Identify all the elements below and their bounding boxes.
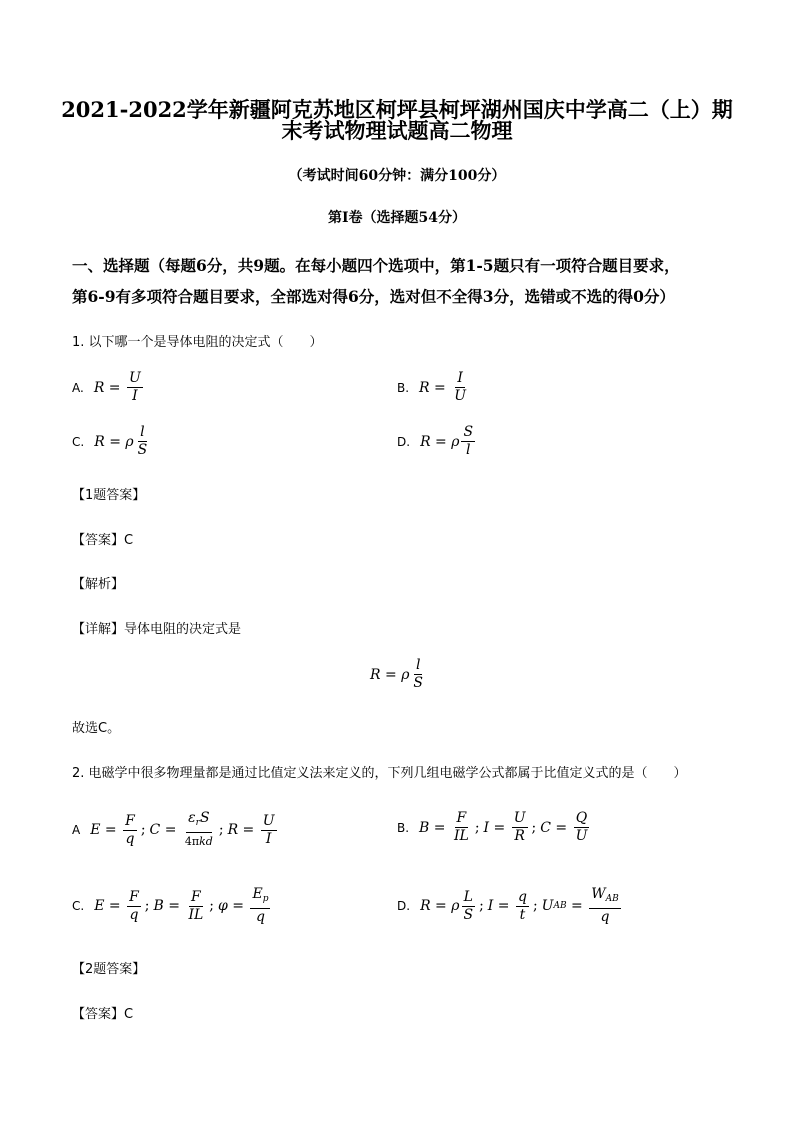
- question-2-answer-row: [72, 1003, 133, 1022]
- option-label: A: [72, 823, 81, 837]
- option-label: D.: [397, 434, 411, 449]
- formula: B = $\frac{F}{IL}$ ; I = $\frac{U}{R}$ ; C = $\frac{Q}{U}$: [419, 810, 588, 844]
- formula: E = $\frac{F}{q}$ ; B = $\frac{F}{IL}$ ; φ = $\frac{E_p}{q}$: [94, 886, 269, 925]
- volume-heading: 第I卷（选择题54分）: [327, 210, 467, 226]
- question-1-detail: [72, 618, 241, 637]
- question-1-answer-row: [72, 529, 133, 548]
- document-title-line1: 2021-2022学年新疆阿克苏地区柯坪县柯坪湖州国庆中学高二（上）期: [61, 97, 733, 122]
- question-1-option-c[interactable]: [72, 424, 151, 459]
- document-title-line2-text: 末考试物理试题高二物理: [281, 118, 513, 143]
- question-2-stem: 2. 电磁学中很多物理量都是通过比值定义法来定义的，下列几组电磁学公式都属于比值定义式的是（ ）: [72, 766, 687, 781]
- question-1-option-b[interactable]: [397, 370, 470, 405]
- question-1-stem: 1. 以下哪一个是导体电阻的决定式（ ）: [72, 335, 323, 350]
- question-1-formula-display: R = ρ $\frac{l}{S}$: [370, 657, 424, 691]
- formula: R = ρ $\frac{L}{S}$ ; I = $\frac{q}{t}$ ; U AB = $\frac{W_{AB}}{q}$: [420, 886, 619, 925]
- answer-tag: 【答案】: [72, 1007, 125, 1022]
- question-1-answer-header: 【1题答案】: [72, 488, 146, 503]
- question-2-option-b[interactable]: [397, 810, 591, 845]
- question-2-option-a[interactable]: [72, 810, 279, 850]
- question-2-option-c[interactable]: [72, 886, 272, 926]
- option-label: C.: [72, 434, 85, 449]
- option-label: B.: [397, 820, 410, 835]
- question-1-option-d[interactable]: [397, 424, 477, 459]
- answer-tag: 【答案】: [72, 533, 125, 548]
- formula: E = $\frac{F}{q}$ ; C = $\frac{\varepsilon_rS}{\text{4πkd}}$ ; R = $\frac{U}{I}$: [90, 810, 275, 848]
- answer-value: C: [124, 533, 134, 548]
- section-instructions-line2: 第6-9有多项符合题目要求，全部选对得6分，选对但不全得3分，选错或不选的得0分）: [72, 287, 675, 306]
- question-2-option-d[interactable]: [397, 886, 623, 926]
- option-label: D.: [397, 899, 411, 913]
- question-1-option-a[interactable]: [72, 370, 145, 405]
- question-2-answer-header: 【2题答案】: [72, 962, 146, 977]
- section-instructions-line1: 一、选择题（每题6分，共9题。在每小题四个选项中，第1-5题只有一项符合题目要求，: [72, 256, 680, 275]
- question-1-analysis-tag: 【解析】: [72, 577, 125, 592]
- option-label: C.: [72, 899, 85, 913]
- option-label: A.: [72, 380, 84, 395]
- question-1-conclusion: 故选C。: [72, 721, 121, 736]
- exam-info: （考试时间60分钟：满分100分）: [288, 168, 506, 184]
- formula: R = $\frac{I}{U}$: [419, 370, 467, 404]
- option-label: B.: [397, 380, 410, 395]
- formula: R = ρ $\frac{S}{l}$: [420, 424, 474, 458]
- detail-tag: 【详解】: [72, 622, 125, 637]
- detail-text: 导体电阻的决定式是: [124, 622, 242, 637]
- formula: R = ρ $\frac{l}{S}$: [94, 424, 148, 458]
- formula: R = $\frac{U}{I}$: [93, 370, 141, 404]
- answer-value: C: [124, 1007, 134, 1022]
